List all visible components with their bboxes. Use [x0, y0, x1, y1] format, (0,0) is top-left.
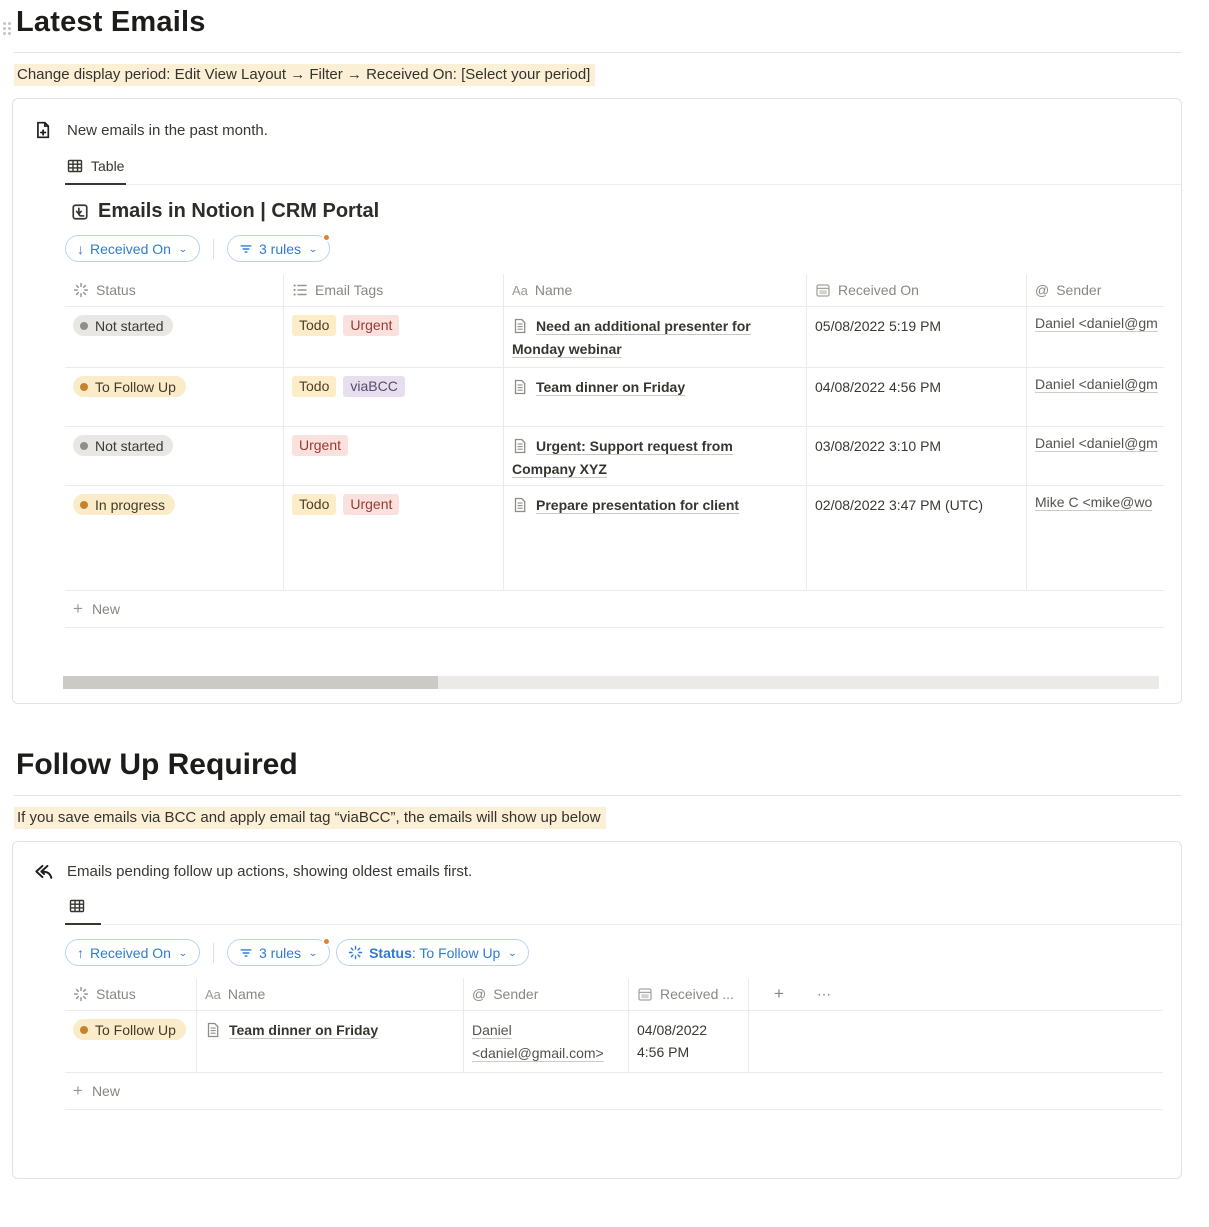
sort-chip[interactable]: [65, 235, 200, 262]
chevron-down-icon: ⌄: [177, 242, 188, 255]
email-property-icon: @: [472, 986, 487, 1002]
tab-table[interactable]: [65, 893, 101, 925]
name-cell[interactable]: [504, 427, 807, 487]
sort-chip-label: Received On: [90, 240, 171, 257]
sort-asc-icon: ↑: [77, 944, 84, 961]
notification-dot: [322, 937, 331, 946]
multiselect-icon: [292, 282, 308, 298]
table-icon: [67, 158, 83, 174]
sender-cell[interactable]: [1027, 427, 1164, 487]
view-tabbar: [65, 893, 1181, 925]
tag-todo: Todo: [292, 315, 336, 336]
name-cell[interactable]: [504, 368, 807, 426]
horizontal-scrollbar[interactable]: [63, 676, 1159, 689]
callout-new-emails: [33, 121, 1181, 139]
add-column-button[interactable]: [749, 978, 809, 1010]
status-filter-chip[interactable]: [336, 939, 529, 966]
column-header-email-tags[interactable]: Email Tags: [284, 274, 504, 306]
drag-handle-icon[interactable]: [3, 22, 11, 35]
received-cell[interactable]: 02/08/2022 3:47 PM (UTC): [807, 486, 1027, 590]
status-badge: Not started: [73, 315, 173, 336]
email-link[interactable]: Daniel <daniel@gm: [1035, 376, 1158, 392]
filter-icon: [239, 242, 253, 256]
callout-follow-up: [33, 862, 1181, 881]
section2-note: If you save emails via BCC and apply email tag “viaBCC”, the emails will show up below: [14, 807, 606, 829]
column-header-status[interactable]: Status: [65, 274, 284, 306]
page-icon: [205, 1022, 221, 1038]
table-header-row: [65, 978, 1163, 1011]
sort-chip-label: Received On: [90, 944, 171, 961]
latest-emails-card: [12, 98, 1182, 704]
status-cell[interactable]: [65, 486, 284, 590]
tags-cell[interactable]: [284, 427, 504, 487]
sort-desc-icon: ↓: [77, 240, 84, 257]
table-row: [65, 307, 1164, 368]
email-link[interactable]: Daniel <daniel@gm: [1035, 315, 1158, 331]
tags-cell[interactable]: [284, 307, 504, 367]
sender-cell[interactable]: [1027, 486, 1164, 590]
status-icon: [73, 986, 89, 1002]
email-link[interactable]: <daniel@gmail.com>: [472, 1045, 604, 1061]
email-property-icon: @: [1035, 282, 1050, 298]
page-icon: [512, 318, 528, 334]
tag-urgent: Urgent: [343, 494, 399, 515]
received-cell[interactable]: 04/08/2022 4:56 PM: [629, 1011, 749, 1072]
database-title-text: Emails in Notion | CRM Portal: [98, 200, 380, 222]
chevron-down-icon: ⌄: [308, 946, 319, 959]
filter-icon: [239, 946, 253, 960]
received-cell[interactable]: 05/08/2022 5:19 PM: [807, 307, 1027, 367]
rules-chip[interactable]: [227, 939, 330, 966]
status-badge: To Follow Up: [73, 1019, 186, 1040]
status-cell[interactable]: [65, 368, 284, 426]
chip-divider: [213, 943, 214, 963]
follow-up-table: [65, 978, 1163, 1110]
status-badge: In progress: [73, 494, 175, 515]
page-title-2: Follow Up Required: [16, 748, 298, 781]
linked-database-icon: [71, 203, 89, 221]
rules-chip-label: 3 rules: [259, 944, 302, 961]
plus-icon: +: [73, 1081, 83, 1100]
filter-bar: [65, 235, 1181, 262]
callout-text: New emails in the past month.: [67, 121, 268, 139]
text-property-icon: Aa: [512, 282, 528, 298]
rules-chip-label: 3 rules: [259, 240, 302, 257]
new-document-icon: [33, 121, 53, 139]
new-row-button[interactable]: + New: [65, 591, 1164, 628]
email-link[interactable]: Daniel: [472, 1022, 512, 1038]
reply-all-icon: [33, 862, 53, 881]
tags-cell[interactable]: [284, 368, 504, 426]
page-title: Latest Emails: [16, 6, 206, 38]
page-link[interactable]: Need an additional presenter for Monday webinar: [512, 318, 751, 357]
table-row: [65, 486, 1164, 591]
status-icon: [73, 282, 89, 298]
column-header-received-on[interactable]: Received On: [807, 274, 1027, 306]
table-row: [65, 427, 1164, 486]
follow-up-card: [12, 841, 1182, 1179]
rules-chip[interactable]: [227, 235, 330, 262]
new-row-button[interactable]: + New: [65, 1073, 1163, 1110]
tag-urgent: Urgent: [292, 435, 348, 456]
sort-chip[interactable]: [65, 939, 200, 966]
section1-note: Change display period: Edit View Layout → Filter → Received On: [Select your period]: [14, 64, 595, 86]
status-cell[interactable]: [65, 1011, 197, 1072]
received-cell[interactable]: 03/08/2022 3:10 PM: [807, 427, 1027, 487]
status-icon: [348, 945, 363, 960]
column-header-sender[interactable]: @ Sender: [464, 978, 629, 1010]
table-row: [65, 368, 1164, 427]
name-cell[interactable]: [504, 486, 807, 590]
tag-urgent: Urgent: [343, 315, 399, 336]
table-row: [65, 1011, 1163, 1073]
plus-icon: +: [73, 599, 83, 618]
tag-viabcc: viaBCC: [343, 376, 404, 397]
more-icon: ⋯: [817, 985, 833, 1002]
column-header-name[interactable]: Aa Name: [504, 274, 807, 306]
page-icon: [512, 438, 528, 454]
chevron-down-icon: ⌄: [507, 946, 518, 959]
tab-table[interactable]: [65, 153, 126, 185]
tag-todo: Todo: [292, 376, 336, 397]
name-cell[interactable]: [504, 307, 807, 367]
chevron-down-icon: ⌄: [308, 242, 319, 255]
page-link[interactable]: Prepare presentation for client: [536, 497, 740, 513]
status-chip-value: : To Follow Up: [411, 944, 501, 961]
chevron-down-icon: ⌄: [177, 946, 188, 959]
emails-table: [65, 274, 1164, 628]
callout-text: Emails pending follow up actions, showing oldest emails first.: [67, 863, 473, 880]
sender-cell[interactable]: [1027, 368, 1164, 426]
name-cell[interactable]: [197, 1011, 464, 1072]
status-cell[interactable]: [65, 427, 284, 487]
table-header-row: [65, 274, 1164, 307]
calendar-icon: [815, 282, 831, 298]
column-header-name[interactable]: Aa Name: [197, 978, 464, 1010]
page-link[interactable]: Team dinner on Friday: [536, 379, 686, 395]
tag-todo: Todo: [292, 494, 336, 515]
received-cell[interactable]: 04/08/2022 4:56 PM: [807, 368, 1027, 426]
column-header-sender[interactable]: @ Sender: [1035, 282, 1102, 298]
status-chip-label: Status: [369, 944, 412, 961]
tab-table-label: Table: [91, 158, 125, 174]
text-property-icon: Aa: [205, 986, 221, 1002]
sender-cell[interactable]: [464, 1011, 629, 1072]
status-badge: Not started: [73, 435, 173, 456]
table-icon: [69, 898, 85, 914]
column-header-received[interactable]: Received ...: [629, 978, 749, 1010]
view-tabbar: [65, 153, 1181, 185]
status-cell[interactable]: [65, 307, 284, 367]
sender-cell[interactable]: [1027, 307, 1164, 367]
tags-cell[interactable]: [284, 486, 504, 590]
filter-bar: [65, 939, 1181, 966]
email-link[interactable]: Daniel <daniel@gm: [1035, 435, 1158, 451]
page-icon: [512, 497, 528, 513]
chip-divider: [213, 239, 214, 259]
more-options-button[interactable]: [809, 978, 1163, 1010]
calendar-icon: [637, 986, 653, 1002]
column-header-status[interactable]: Status: [65, 978, 197, 1010]
scrollbar-thumb[interactable]: [63, 676, 438, 689]
email-link[interactable]: Mike C <mike@wo: [1035, 494, 1153, 510]
plus-icon: +: [774, 984, 784, 1003]
notification-dot: [322, 233, 331, 242]
page-icon: [512, 379, 528, 395]
page-link[interactable]: Urgent: Support request from Company XYZ: [512, 438, 733, 477]
linked-database-title[interactable]: [71, 200, 1181, 223]
page-link[interactable]: Team dinner on Friday: [229, 1022, 379, 1038]
status-badge: To Follow Up: [73, 376, 186, 397]
